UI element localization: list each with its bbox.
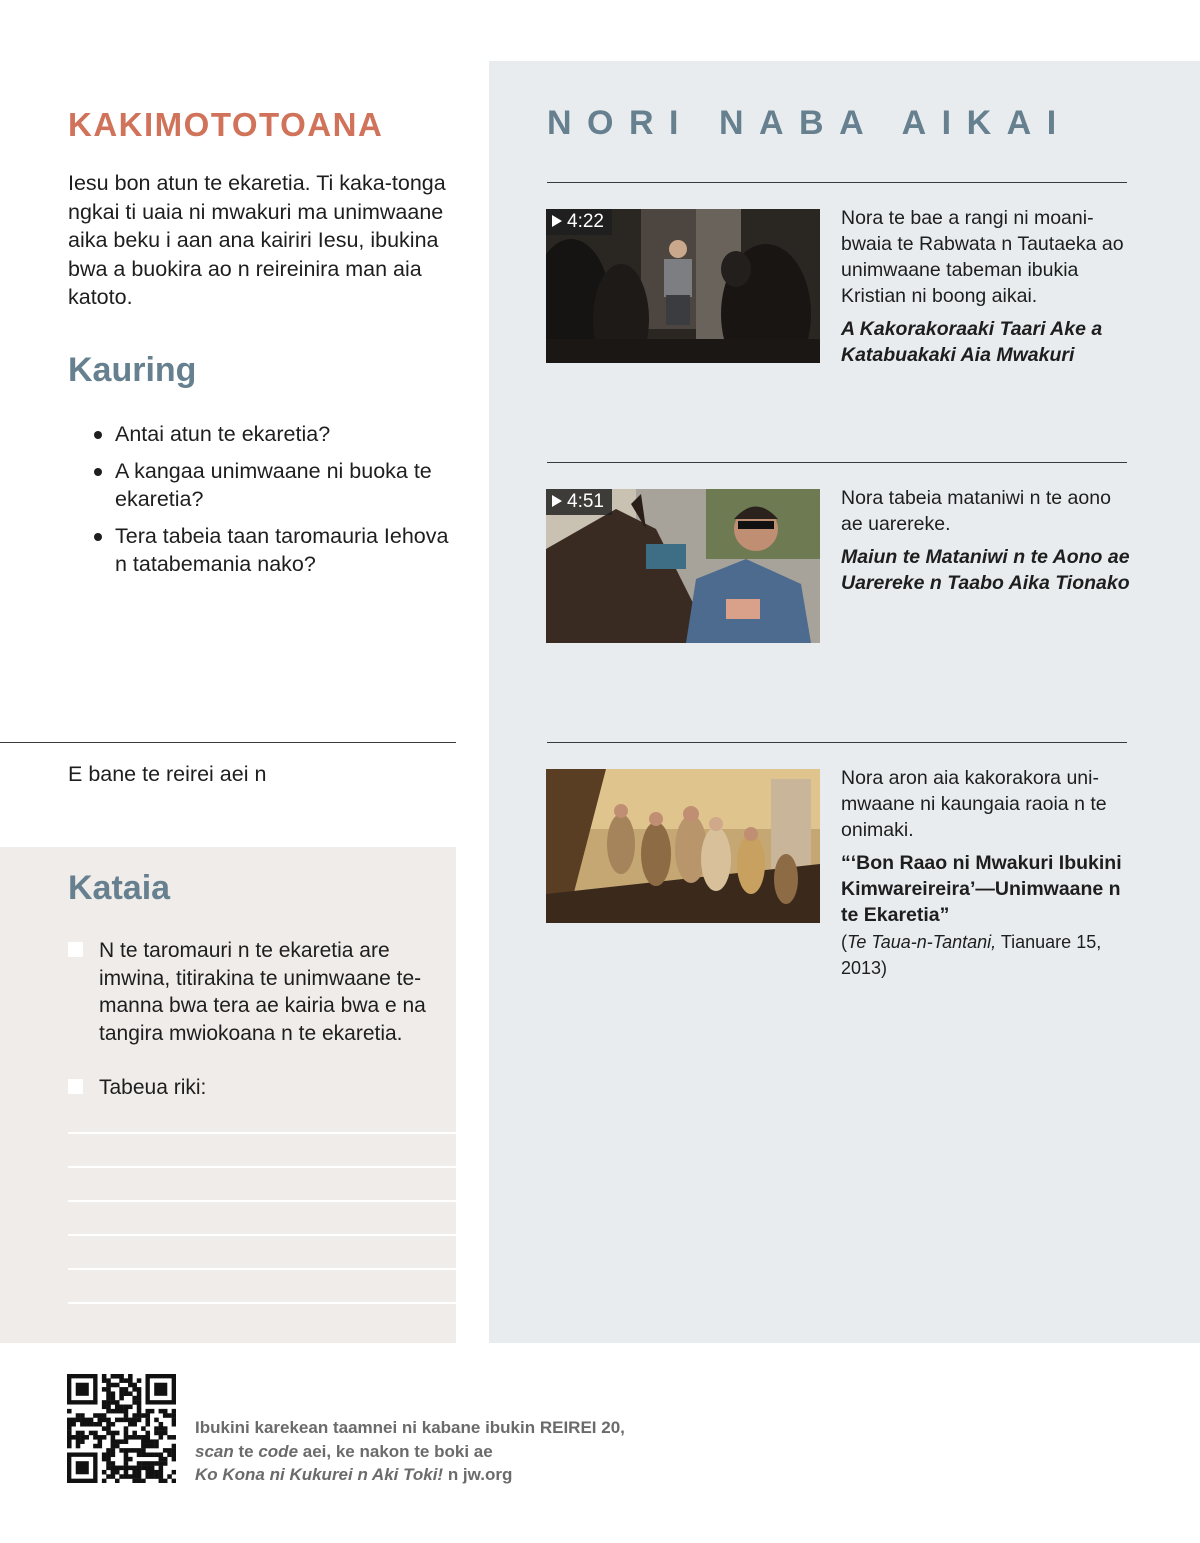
divider	[547, 462, 1127, 463]
review-question: Tera tabeia taan taromauria Iehova n tatabemania nako?	[92, 522, 452, 579]
article-source: (Te Taua-n-Tantani, Tianuare 15, 2013)	[841, 932, 1102, 978]
play-icon	[552, 215, 562, 227]
footer-text	[195, 1416, 675, 1487]
checklist-item	[68, 937, 438, 1052]
video-duration: 4:51	[567, 491, 604, 512]
video-duration: 4:22	[567, 211, 604, 232]
footer-book-title[interactable]: Ko Kona ni Kukurei n Aki Toki!	[195, 1465, 444, 1484]
review-questions	[92, 420, 452, 587]
footer-line: Ibukini karekean taamnei ni kabane ibukin REIREI 20,	[195, 1418, 625, 1437]
checklist-item	[68, 1074, 438, 1104]
divider	[0, 742, 456, 743]
divider	[547, 182, 1127, 183]
duration-badge	[546, 209, 612, 235]
writing-line[interactable]	[68, 1166, 456, 1168]
summary-heading: KAKIMOTOTOANA	[68, 106, 384, 143]
writing-line[interactable]	[68, 1234, 456, 1236]
summary-text: Iesu bon atun te ekaretia. Ti kaka-tonga ngkai ti uaia ni mwakuri ma unimwaane aika beku i aan ana kairiri Iesu, ibukina bwa a buokira ao n reireinira man aia katoto.	[68, 171, 446, 310]
writing-line[interactable]	[68, 1268, 456, 1270]
item-description: Nora tabeia mataniwi n te aono ae uarereke.	[841, 487, 1111, 535]
article-thumbnail[interactable]	[546, 769, 820, 923]
checklist-item-text: N te taromauri n te ekaretia are imwina, titirakina te unimwaane te-manna bwa tera ae kairia bwa e na tangira mwiokoana n te ekaretia.	[99, 939, 426, 1045]
divider	[547, 742, 1127, 743]
footer-scan: scan	[195, 1441, 234, 1461]
checklist-item-text: Tabeua riki:	[99, 1076, 207, 1099]
article-title-link[interactable]: “‘Bon Raao ni Mwakuri Ibukini Kimwareireira’—Unimwaane n te Ekaretia”	[841, 852, 1122, 926]
paul-farewell-painting	[546, 769, 820, 923]
review-question: Antai atun te ekaretia?	[92, 420, 452, 449]
footer-word: te	[238, 1441, 254, 1461]
footer-line	[195, 1440, 675, 1464]
duration-badge	[546, 489, 612, 515]
checkbox[interactable]	[68, 1079, 83, 1094]
try-this-heading: Kataia	[68, 869, 171, 907]
video-title-link[interactable]: A Kakorakoraaki Taari Ake a Katabuakaki Aia Mwakuri	[841, 318, 1103, 366]
footer-line	[195, 1463, 675, 1487]
objection-text: E bane te reirei aei n	[68, 762, 267, 786]
qr-code-icon[interactable]	[67, 1374, 176, 1483]
source-publication: Te Taua-n-Tantani,	[847, 932, 997, 952]
writing-line[interactable]	[68, 1200, 456, 1202]
writing-line[interactable]	[68, 1132, 456, 1134]
qr-code-graphic	[67, 1374, 176, 1483]
review-heading: Kauring	[68, 351, 197, 389]
footer-code: code	[258, 1441, 299, 1461]
checkbox[interactable]	[68, 942, 83, 957]
footer-line-end: aei, ke nakon te boki ae	[302, 1441, 493, 1461]
source-date: Tianuare 15, 2013)	[841, 932, 1102, 978]
play-icon	[552, 495, 562, 507]
video-thumbnail[interactable]	[546, 209, 820, 363]
video-title-link[interactable]: Maiun te Mataniwi n te Aono ae Uarereke n Taabo Aika Tionako	[841, 546, 1130, 594]
item-description: Nora aron aia kakorakora uni-mwaane ni kaungaia raoia n te onimaki.	[841, 767, 1107, 841]
review-question: A kangaa unimwaane ni buoka te ekaretia?	[92, 457, 452, 514]
item-description: Nora te bae a rangi ni moani-bwaia te Rabwata n Tautaeka ao unimwaane tabeman ibukia Kristian ni boong aikai.	[841, 207, 1124, 307]
writing-line[interactable]	[68, 1302, 456, 1304]
explore-heading: NORI NABA AIKAI	[547, 104, 1072, 142]
footer-site: n jw.org	[447, 1465, 513, 1484]
video-thumbnail[interactable]	[546, 489, 820, 643]
